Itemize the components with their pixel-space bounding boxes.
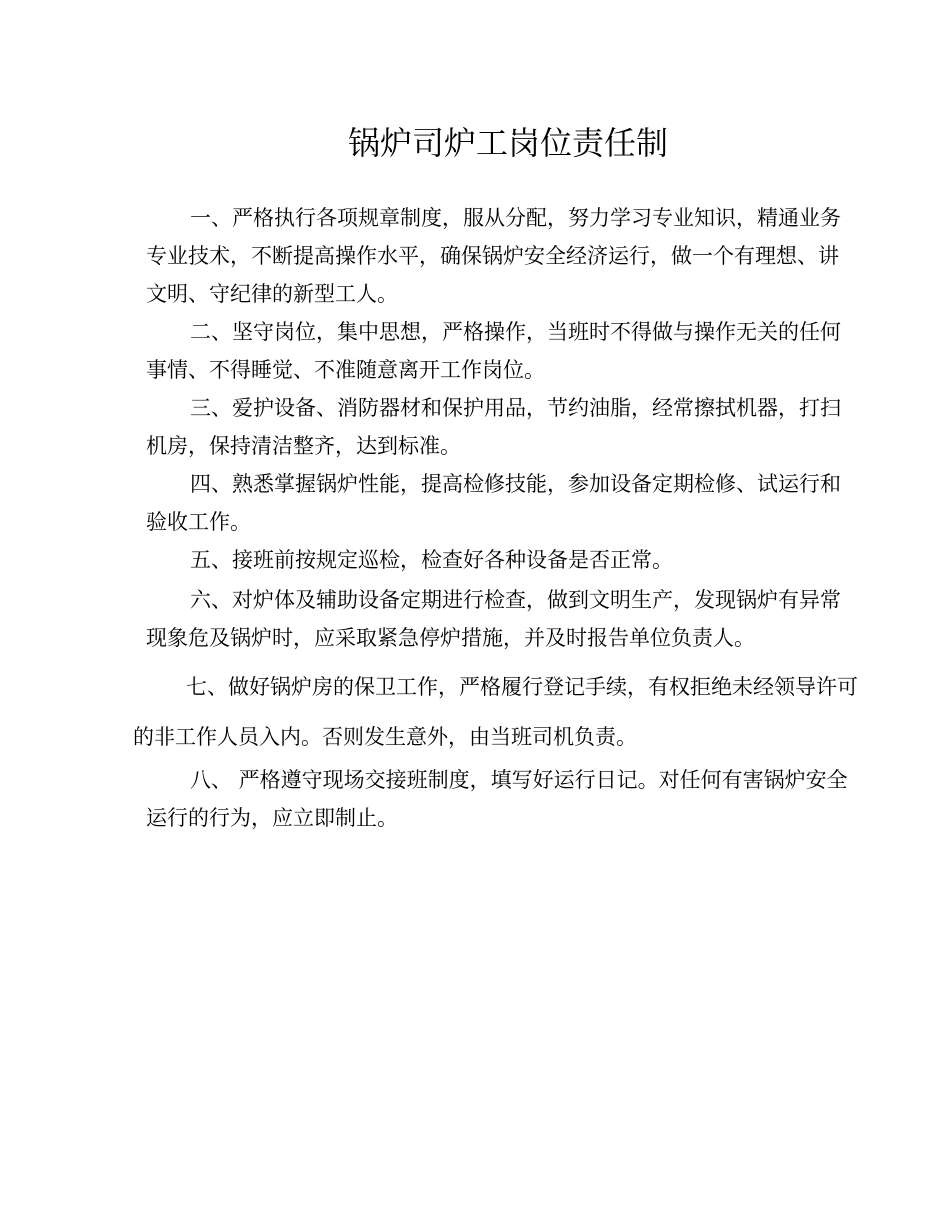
responsibility-item-7	[0, 662, 858, 762]
paragraph-line: 一、严格执行各项规章制度，服从分配，努力学习专业知识，精通业务	[190, 206, 841, 230]
responsibility-item-4	[0, 465, 841, 541]
paragraph-line: 专业技术，不断提高操作水平，确保锅炉安全经济运行，做一个有理想、讲	[146, 244, 839, 268]
paragraph-line: 文明、守纪律的新型工人。	[146, 282, 398, 306]
responsibility-item-6	[0, 581, 841, 657]
responsibility-item-1	[0, 199, 841, 313]
paragraph-line: 事情、不得睡觉、不准随意离开工作岗位。	[146, 358, 545, 382]
responsibility-item-3	[0, 389, 841, 465]
paragraph-line: 验收工作。	[146, 510, 251, 534]
page-title: 锅炉司炉工岗位责任制	[347, 124, 668, 162]
responsibility-item-8	[0, 761, 848, 837]
paragraph-line: 现象危及锅炉时，应采取紧急停炉措施，并及时报告单位负责人。	[146, 626, 755, 650]
paragraph-line: 机房，保持清洁整齐，达到标准。	[146, 434, 461, 458]
responsibility-item-2	[0, 313, 841, 389]
paragraph-line: 五、接班前按规定巡检，检查好各种设备是否正常。	[190, 548, 673, 572]
paragraph-line: 七、做好锅炉房的保卫工作，严格履行登记手续，有权拒绝未经领导许可	[186, 675, 858, 699]
paragraph-line: 六、对炉体及辅助设备定期进行检查，做到文明生产，发现锅炉有异常	[190, 588, 841, 612]
responsibility-item-5	[0, 541, 673, 579]
paragraph-line: 运行的行为，应立即制止。	[146, 806, 398, 830]
paragraph-line: 二、坚守岗位，集中思想，严格操作，当班时不得做与操作无关的任何	[190, 320, 841, 344]
paragraph-line: 八、 严格遵守现场交接班制度，填写好运行日记。对任何有害锅炉安全	[190, 768, 848, 792]
paragraph-line: 四、熟悉掌握锅炉性能，提高检修技能，参加设备定期检修、试运行和	[190, 472, 841, 496]
paragraph-line: 三、爱护设备、消防器材和保护用品，节约油脂，经常擦拭机器，打扫	[190, 396, 841, 420]
paragraph-line: 的非工作人员入内。否则发生意外，由当班司机负责。	[133, 725, 637, 749]
